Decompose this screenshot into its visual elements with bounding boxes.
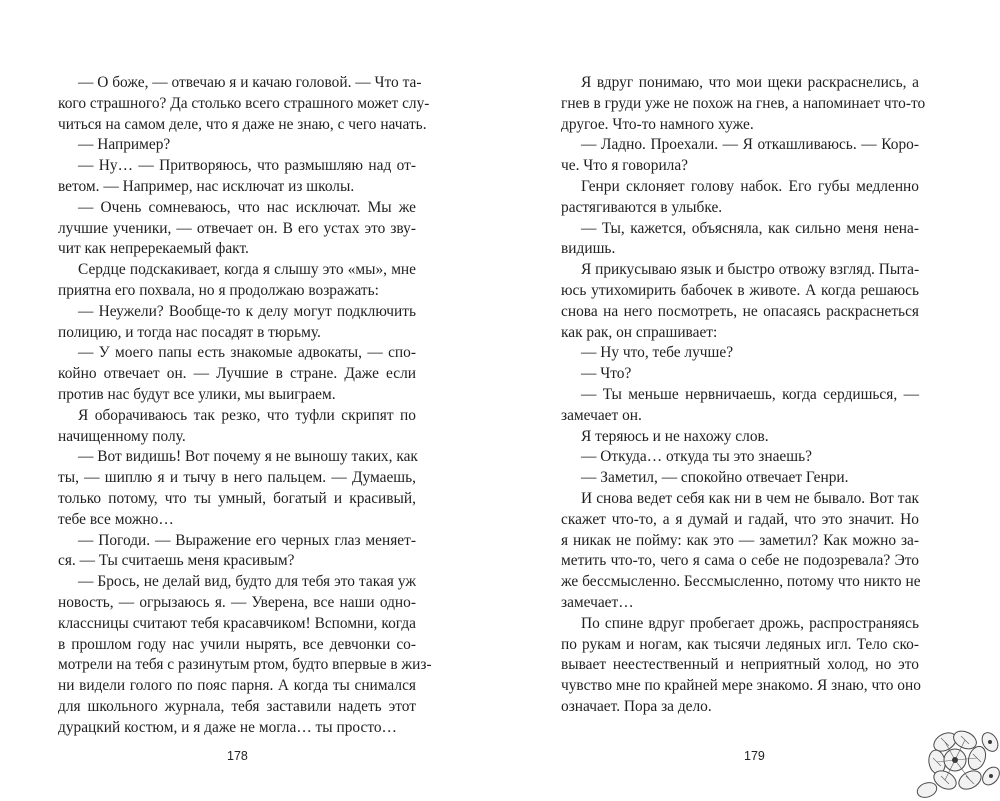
right-page-text-line: Я прикусываю язык и быстро отвожу взгляд. Пыта- bbox=[581, 261, 920, 279]
left-page-text-line: тебе все можно… bbox=[58, 510, 174, 528]
left-page-text-line: новость, — огрызаюсь я. — Уверена, все наши одно- bbox=[58, 593, 416, 611]
left-page-text-line: — О боже, — отвечаю я и качаю головой. — Что та- bbox=[78, 74, 422, 91]
right-page-text-line: замечает он. bbox=[561, 406, 642, 424]
left-page-text-line: койно отвечает он. — Лучшие в стране. Даже если bbox=[58, 365, 416, 383]
right-page-text-line: — Ладно. Проехали. — Я откашливаюсь. — Коро- bbox=[581, 136, 919, 154]
right-page-text-line: — Откуда… откуда ты это знаешь? bbox=[581, 448, 812, 466]
left-page-text-line: — У моего папы есть знакомые адвокаты, — спо- bbox=[78, 344, 416, 362]
left-page-text-line: ни видели голого по пояс парня. А когда ты снимался bbox=[58, 677, 416, 695]
right-page-text-line: че. Что я говорила? bbox=[561, 157, 689, 175]
left-page-text-line: только потому, что ты умный, богатый и красивый, bbox=[58, 489, 416, 507]
right-page-text-line: метить что-то, чего я сама о себе не подозревала? Это bbox=[561, 552, 919, 570]
right-page-text-line: вывает неестественный и неприятный холод, но это bbox=[561, 656, 919, 674]
left-page-text-line: ты, — шиплю я и тычу в него пальцем. — Думаешь, bbox=[58, 469, 416, 487]
right-page-text-line: замечает… bbox=[561, 593, 634, 611]
left-page-text-line: для школьного журнала, тебя заставили надеть этот bbox=[58, 697, 416, 715]
left-page-text-line: ся. — Ты считаешь меня красивым? bbox=[58, 552, 295, 570]
right-page-text bbox=[561, 73, 926, 718]
right-page-text-line: я никак не пойму: как это — заметил? Как можно за- bbox=[561, 531, 919, 549]
right-page-text-line: означает. Пора за дело. bbox=[561, 697, 712, 715]
right-page-text-line: И снова ведет себя как ни в чем не бывало. Вот так bbox=[581, 489, 919, 507]
left-page-text-line: лучшие ученики, — отвечает он. В его устах это зву- bbox=[58, 219, 416, 237]
right-page-text-line: как рак, он спрашивает: bbox=[561, 323, 718, 341]
right-page-text-line: Я вдруг понимаю, что мои щеки раскраснелись, а bbox=[581, 74, 919, 91]
left-page-text-line: — Ну… — Притворяюсь, что размышляю над от- bbox=[78, 157, 416, 175]
left-page-text-line: ветом. — Например, нас исключат из школы. bbox=[58, 177, 355, 195]
left-page-text-line: — Погоди. — Выражение его черных глаз меняет- bbox=[78, 531, 416, 549]
right-page-text-line: скажет что-то, а я думай и гадай, что это значит. Но bbox=[561, 510, 919, 528]
right-page-text-line: — Ты меньше нервничаешь, когда сердишься, — bbox=[581, 385, 919, 403]
left-page-text-line: мотрели на тебя с разинутым ртом, будто впервые в жиз- bbox=[58, 656, 432, 674]
right-page-text-line: юсь утихомирить бабочек в животе. А когда решаюсь bbox=[561, 281, 919, 299]
left-page-text-line: — Брось, не делай вид, будто для тебя это такая уж bbox=[78, 573, 416, 591]
page-number-left: 178 bbox=[227, 749, 248, 763]
left-page-text-line: кого страшного? Да столько всего страшного может слу- bbox=[58, 94, 430, 112]
left-page-text-line: классницы считают тебя красавчиком! Вспомни, когда bbox=[58, 614, 416, 632]
left-page-text-line: чит как непререкаемый факт. bbox=[58, 240, 249, 258]
right-page-text-line: — Ну что, тебе лучше? bbox=[581, 344, 734, 362]
right-page-text-line: гнев в груди уже не похож на гнев, а напоминает что-то bbox=[561, 94, 926, 112]
right-page-text-line: — Что? bbox=[581, 365, 632, 383]
right-page-text-line: снова на него посмотреть, не опасаясь раскраснеться bbox=[561, 302, 919, 320]
right-page-text-line: Я теряюсь и не нахожу слов. bbox=[581, 427, 769, 445]
right-page bbox=[500, 0, 1000, 801]
left-page-text-line: против нас будут все улики, мы выиграем. bbox=[58, 385, 336, 403]
left-page-text-line: Сердце подскакивает, когда я слышу это «мы», мне bbox=[78, 261, 416, 279]
left-page-text-line: начищенному полу. bbox=[58, 427, 186, 445]
right-page-text-line: — Заметил, — спокойно отвечает Генри. bbox=[581, 469, 849, 487]
right-page-text-line: же бессмысленно. Бессмысленно, потому что никто не bbox=[561, 573, 921, 591]
left-page-text-line: — Очень сомневаюсь, что нас исключат. Мы же bbox=[78, 198, 416, 216]
left-page-text bbox=[58, 73, 432, 739]
right-page-text-line: видишь. bbox=[561, 240, 616, 258]
right-page-text-line: по рукам и ногам, как тысячи ледяных игл. Тело ско- bbox=[561, 635, 919, 653]
right-page-text-line: другое. Что-то намного хуже. bbox=[561, 115, 754, 133]
left-page-text-line: — Вот видишь! Вот почему я не выношу таких, как bbox=[78, 448, 418, 466]
right-page-text-line: растягиваются в улыбке. bbox=[561, 198, 723, 216]
left-page-text-line: — Например? bbox=[78, 136, 171, 154]
right-page-text-line: чувство мне по крайней мере знакомо. Я знаю, что оно bbox=[561, 677, 921, 695]
left-page-text-line: читься на самом деле, что я даже не знаю, с чего начать. bbox=[58, 115, 427, 133]
right-page-text-line: По спине вдруг пробегает дрожь, распространяясь bbox=[581, 614, 919, 632]
page-number-right: 179 bbox=[744, 749, 765, 763]
left-page-text-line: Я оборачиваюсь так резко, что туфли скрипят по bbox=[78, 406, 416, 424]
left-page-text-line: приятна его похвала, но я продолжаю возражать: bbox=[58, 281, 379, 299]
flower-ornament-icon bbox=[915, 720, 1000, 801]
left-page-text-line: дурацкий костюм, и я даже не могла… ты просто… bbox=[58, 718, 397, 736]
right-page-text-line: Генри склоняет голову набок. Его губы медленно bbox=[581, 177, 919, 195]
left-page-text-line: в прошлом году нас учили нырять, все девчонки со- bbox=[58, 635, 416, 653]
left-page-text-line: — Неужели? Вообще-то к делу могут подключить bbox=[78, 302, 416, 320]
left-page-text-line: полицию, и тогда нас посадят в тюрьму. bbox=[58, 323, 321, 341]
right-page-text-line: — Ты, кажется, объясняла, как сильно меня нена- bbox=[581, 219, 919, 237]
